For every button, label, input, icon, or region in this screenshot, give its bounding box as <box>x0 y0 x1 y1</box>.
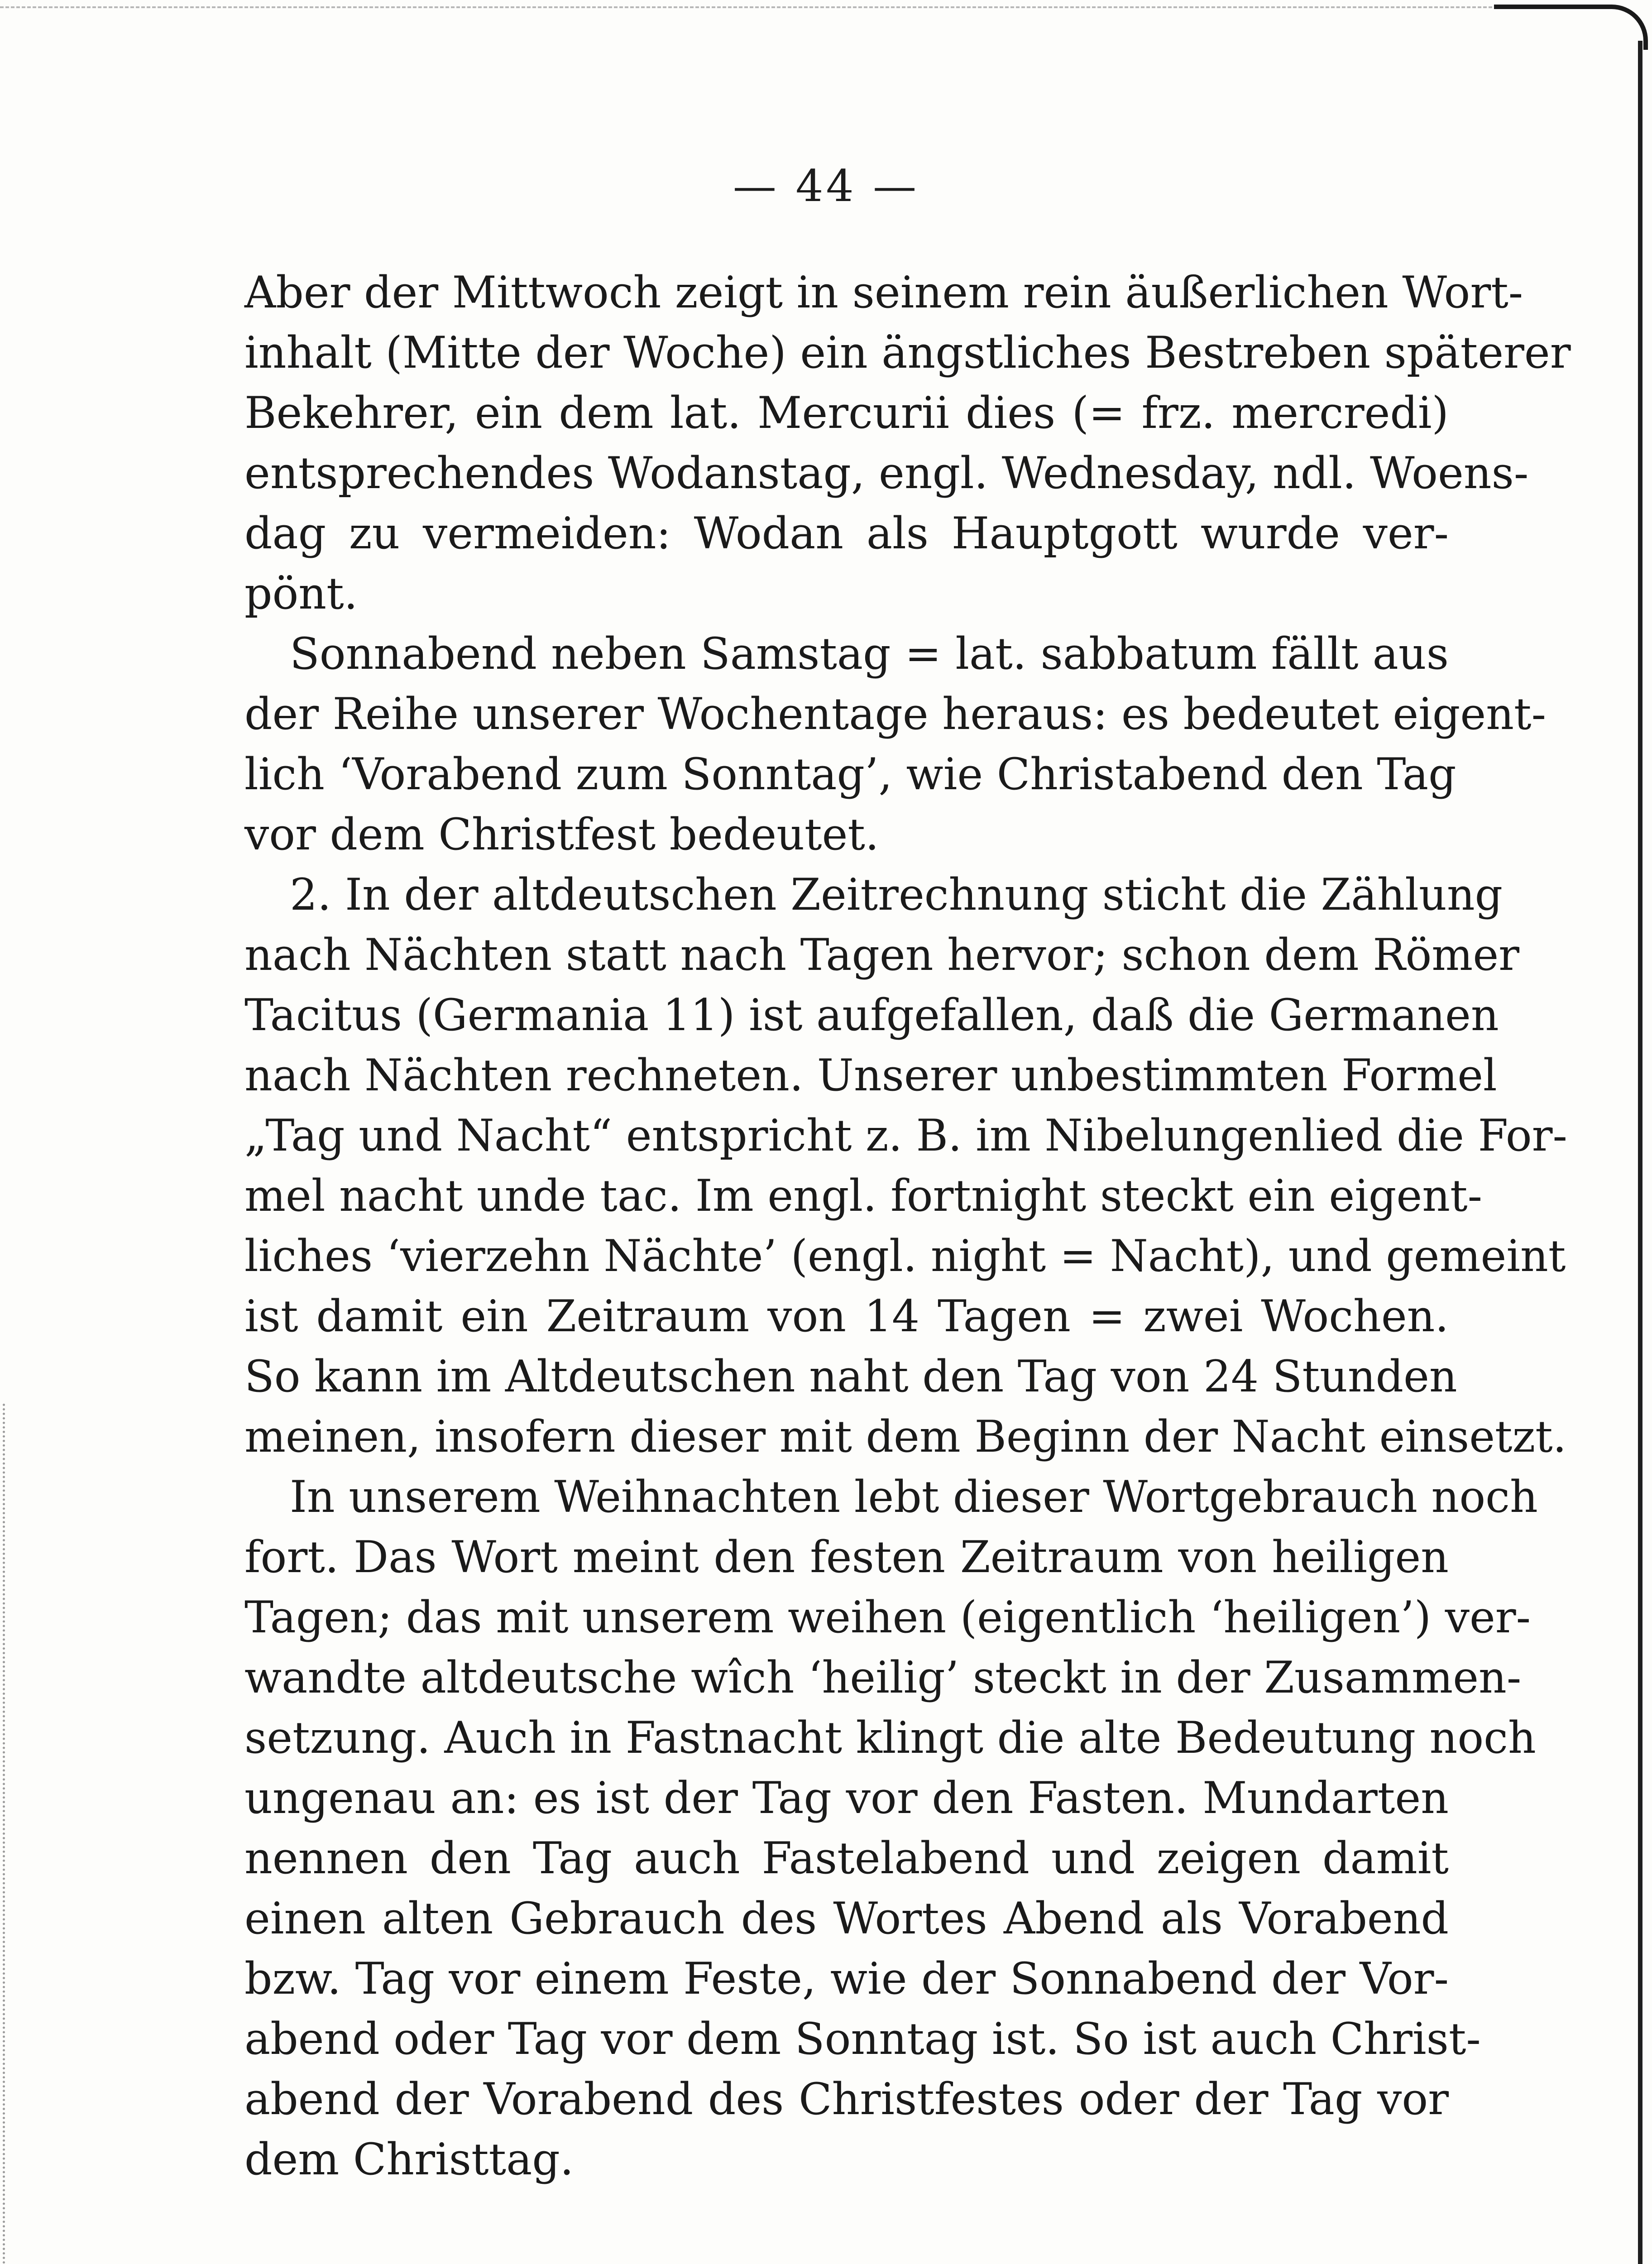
page-left-edge <box>3 1404 5 2264</box>
text-line: „Tag und Nacht“ entspricht z. B. im Nibelungenlied die For- <box>244 1110 1567 1161</box>
page-corner-curl <box>1494 5 1648 50</box>
page-number: — 44 — <box>733 161 919 211</box>
text-line: abend der Vorabend des Christfestes oder der Tag vor <box>244 2074 1449 2125</box>
page-right-edge <box>1638 41 1642 2264</box>
text-line: entsprechendes Wodanstag, engl. Wednesday, ndl. Woens- <box>244 448 1529 499</box>
text-line: inhalt (Mitte der Woche) ein ängstliches Bestreben späterer <box>244 327 1571 378</box>
text-line: Bekehrer, ein dem lat. Mercurii dies (= frz. mercredi) <box>244 388 1449 438</box>
text-line: setzung. Auch in Fastnacht klingt die alte Bedeutung noch <box>244 1712 1536 1763</box>
text-line: liches ‘vierzehn Nächte’ (engl. night = Nacht), und gemeint <box>244 1231 1566 1281</box>
text-line: dag zu vermeiden: Wodan als Hauptgott wurde ver- <box>244 508 1449 559</box>
text-line: lich ‘Vorabend zum Sonntag’, wie Christabend den Tag <box>244 749 1456 800</box>
text-line: So kann im Altdeutschen naht den Tag von 24 Stunden <box>244 1351 1457 1402</box>
text-line: nennen den Tag auch Fastelabend und zeigen damit <box>244 1833 1449 1884</box>
page-top-edge <box>0 6 1612 8</box>
text-line: pönt. <box>244 568 358 619</box>
text-line: bzw. Tag vor einem Feste, wie der Sonnabend der Vor- <box>244 1953 1449 2004</box>
text-line: abend oder Tag vor dem Sonntag ist. So ist auch Christ- <box>244 2014 1481 2064</box>
text-line: ist damit ein Zeitraum von 14 Tagen = zwei Wochen. <box>244 1291 1449 1342</box>
text-line: In unserem Weihnachten lebt dieser Wortgebrauch noch <box>290 1472 1538 1522</box>
text-line: mel nacht unde tac. Im engl. fortnight steckt ein eigent- <box>244 1170 1483 1221</box>
text-line: ungenau an: es ist der Tag vor den Fasten. Mundarten <box>244 1773 1449 1823</box>
text-line: wandte altdeutsche wîch ‘heilig’ steckt in der Zusammen- <box>244 1652 1522 1703</box>
text-line: einen alten Gebrauch des Wortes Abend als Vorabend <box>244 1893 1449 1944</box>
text-line: dem Christtag. <box>244 2134 574 2185</box>
text-line: Aber der Mittwoch zeigt in seinem rein äußerlichen Wort- <box>244 267 1523 318</box>
text-line: nach Nächten rechneten. Unserer unbestimmten Formel <box>244 1050 1497 1101</box>
text-line: vor dem Christfest bedeutet. <box>244 809 879 860</box>
text-line: Tagen; das mit unserem weihen (eigentlich ‘heiligen’) ver- <box>244 1592 1531 1643</box>
text-line: meinen, insofern dieser mit dem Beginn der Nacht einsetzt. <box>244 1411 1567 1462</box>
text-line: 2. In der altdeutschen Zeitrechnung sticht die Zählung <box>290 869 1503 920</box>
text-line: der Reihe unserer Wochentage heraus: es bedeutet eigent- <box>244 689 1547 739</box>
text-line: Tacitus (Germania 11) ist aufgefallen, daß die Germanen <box>244 990 1499 1041</box>
body-text <box>244 263 1571 2190</box>
text-line: fort. Das Wort meint den festen Zeitraum von heiligen <box>244 1532 1449 1583</box>
text-line: Sonnabend neben Samstag = lat. sabbatum fällt aus <box>290 628 1449 679</box>
text-line: nach Nächten statt nach Tagen hervor; schon dem Römer <box>244 930 1520 980</box>
